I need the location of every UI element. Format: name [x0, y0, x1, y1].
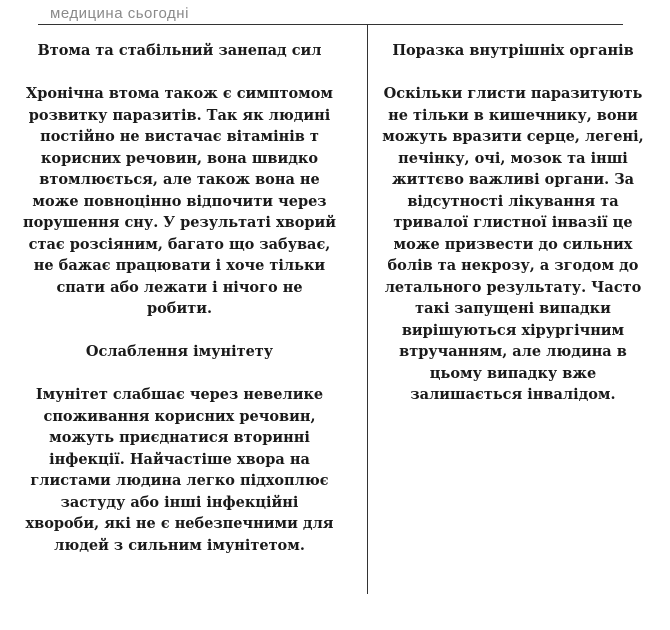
column-divider — [367, 24, 368, 594]
section-body-fatigue: Хронічна втома також є симптомом розвитку паразитів. Так як людині постійно не вистачає вітамінів т корисних речовин, вона швидко втомлюється, але також вона не може повноцінно відпочити через порушення сну. У результаті хворий стає розсіяним, багато що забуває, не бажає працювати і хоче тільки спати або лежати і нічого не робити. — [22, 85, 337, 317]
site-label: медицина сьогодні — [50, 5, 189, 22]
section-body-immunity: Імунітет слабшає через невелике споживання корисних речовин, можуть приєднатися вторинні інфекції. Найчастіше хвора на глистами людина легко підхоплює застуду або інші інфекційні хвороби, які не є небезпечними для людей з сильним імунітетом. — [25, 386, 334, 554]
left-column — [22, 40, 337, 578]
section-body-organs: Оскільки глисти паразитують не тільки в кишечнику, вони можуть вразити серце, легені, печінку, очі, мозок та інші життєво важливі органи. За відсутності лікування та тривалої глистної інвазії це може призвести до сильних болів та некрозу, а згодом до летального результату. Часто такі запущені випадки вирішуються хірургічним втручанням, але людина в цьому випадку вже залишається інвалідом. — [382, 85, 644, 403]
section-heading-immunity: Ослаблення імунітету — [85, 343, 274, 360]
right-column — [382, 40, 644, 427]
section-heading-fatigue: Втома та стабільний занепад сил — [37, 42, 322, 59]
header-rule — [38, 24, 623, 25]
section-heading-organs: Поразка внутрішніх органів — [392, 42, 634, 59]
